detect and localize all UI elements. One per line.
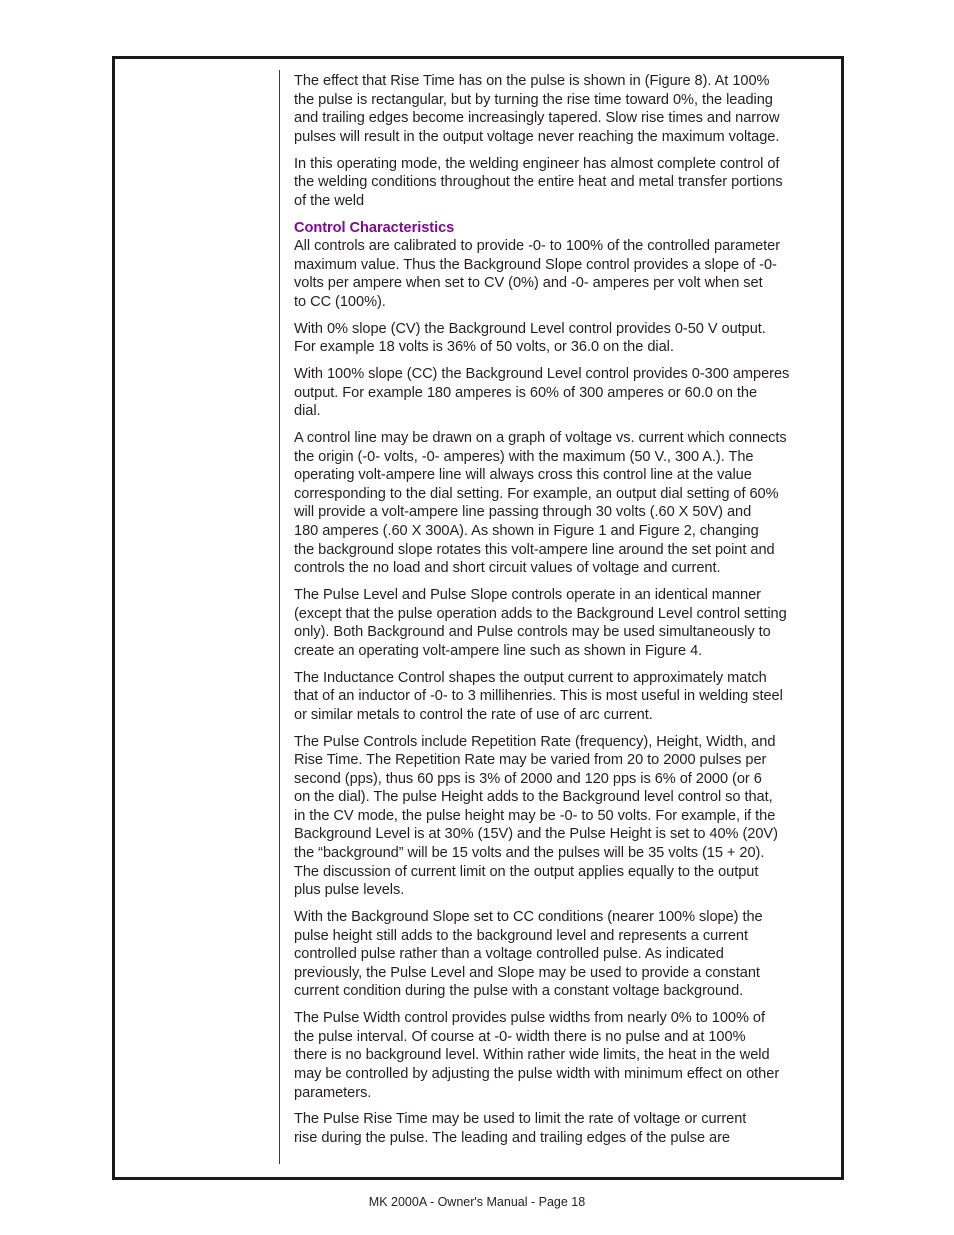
paragraph-pulse-rise-time: The Pulse Rise Time may be used to limit the rate of voltage or current rise during the pulse. The leading and trailing edges of the pulse are [294,1111,747,1146]
paragraph-cv-slope: With 0% slope (CV) the Background Level control provides 0-50 V output. For example 18 volts is 36% of 50 volts, or 36.0 on the dial. [294,320,766,356]
section-heading: Control Characteristics [294,219,455,236]
paragraph-operating-mode: In this operating mode, the welding engineer has almost complete control of the welding conditions throughout the entire heat and metal transfer portions of the weld [294,155,783,209]
paragraph-cc-background-slope: With the Background Slope set to CC conditions (nearer 100% slope) the pulse height still adds to the background level and represents a current controlled pulse rather than a voltage controlled pulse. As indicated previously, the Pulse Level and Slope may be used to provide a constant current condition during the pulse with a constant voltage background. [294,909,763,1000]
paragraph-cc-slope: With 100% slope (CC) the Background Level control provides 0-300 amperes output. For example 180 amperes is 60% of 300 amperes or 60.0 on the dial. [294,366,790,420]
paragraph-pulse-controls: The Pulse Controls include Repetition Rate (frequency), Height, Width, and Rise Time. The Repetition Rate may be varied from 20 to 2000 pulses per second (pps), thus 60 pps is 3% of 2000 and 120 pps is 6% of 2000 (or 6 on the dial). The pulse Height adds to the Background level control so that, in the CV mode, the pulse height may be -0- to 50 volts. For example, if the Background Level is at 30% (15V) and the Pulse Height is set to 40% (20V) the “background” will be 15 volts and the pulses will be 35 volts (15 + 20). The discussion of current limit on the output applies equally to the output plus pulse levels. [294,733,778,899]
paragraph-rise-time-effect: The effect that Rise Time has on the pulse is shown in (Figure 8). At 100% the pulse is rectangular, but by turning the rise time toward 0%, the leading and trailing edges become increasingly tapered. Slow rise times and narrow pulses will result in the output voltage never reaching the maximum voltage. [294,73,780,145]
paragraph-calibration: All controls are calibrated to provide -0- to 100% of the controlled parameter maximum value. Thus the Background Slope control provides a slope of -0- volts per ampere when set to CV (0%) and -0- amperes per volt when set to CC (100%). [294,238,781,310]
paragraph-control-line: A control line may be drawn on a graph of voltage vs. current which connects the origin (-0- volts, -0- amperes) with the maximum (50 V., 300 A.). The operating volt-ampere line will always cross this control line at the value corresponding to the dial setting. For example, an output dial setting of 60% will provide a volt-ampere line passing through 30 volts (.60 X 50V) and 180 amperes (.60 X 300A). As shown in Figure 1 and Figure 2, changing the background slope rotates this volt-ampere line around the set point and controls the no load and short circuit values of voltage and current. [294,430,787,577]
page-footer: MK 2000A - Owner's Manual - Page 18 [368,1195,586,1209]
paragraph-pulse-level-slope: The Pulse Level and Pulse Slope controls operate in an identical manner (except that the pulse operation adds to the Background Level control setting only). Both Background and Pulse controls may be used simultaneously to create an operating volt-ampere line such as shown in Figure 4. [294,586,787,659]
paragraph-inductance: The Inductance Control shapes the output current to approximately match that of an inductor of -0- to 3 millihenries. This is most useful in welding steel or similar metals to control the rate of use of arc current. [294,669,783,723]
main-text-column [294,72,828,1156]
paragraph-pulse-width: The Pulse Width control provides pulse widths from nearly 0% to 100% of the pulse interval. Of course at -0- width there is no pulse and at 100% there is no background level. Within rather wide limits, the heat in the weld may be controlled by adjusting the pulse width with minimum effect on other parameters. [294,1010,780,1101]
column-divider [279,70,280,1164]
